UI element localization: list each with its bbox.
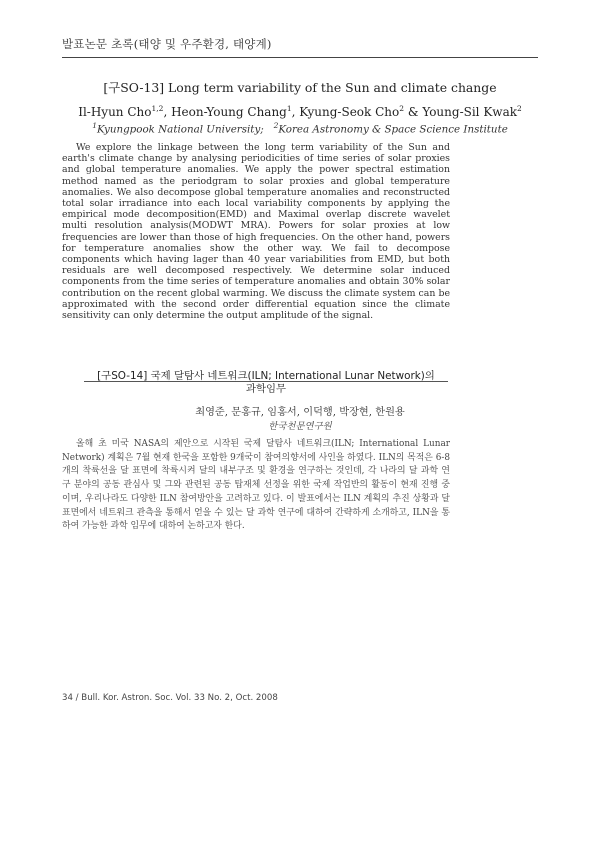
paper2-abstract: 올해 초 미국 NASA의 제안으로 시작된 국제 달탐사 네트워크(ILN; International Lunar Network) 계획은 7월 현재 한국을 포함한 9개국이 참여의향서에 사인을 하였다. ILN의 목적은 6-8개의 착륙선을 달 표면에 착륙시켜 달의 내부구조 및 환경을 연구하는 것인데, 각 나라의 달 과학 연구 분야의 공동 관심사 및 그와 관련된 공동 탑재체 선정을 위한 국제 작업반의 활동이 현재 진행 중이며, 우리나라도 다양한 ILN 참여방안을 고려하고 있다. 이 발표에서는 ILN 계획의 추진 상황과 달 표면에서 네트워크 관측을 통해서 얻을 수 있는 달 과학 연구에 대하여 간략하게 소개하고, ILN을 통하여 가능한 과학 임무에 대하여 논하고자 한다. [62,439,450,532]
author-separator: & [404,105,423,119]
paper1-abstract: We explore the linkage between the long term variability of the Sun and earth's climate change by analysing periodicities of time series of solar proxies and global temperature anomalies. We apply the power spectral estimation method named as the periodgram to solar proxies and global temperature anomalies. We also decompose global temperature anomalies and reconstructed total solar irradiance into each local variability components by applying the empirical mode decomposition(EMD) and Maximal overlap discrete wavelet multi resolution analysis(MODWT MRA). Powers for solar proxies at low frequencies are lower than those of high frequencies. On the other hand, powers for temperature anomalies show the other way. We fail to decompose components which having lager than 40 year variabilities from EMD, but both residuals are well decomposed respectively. We determine solar induced components from the time series of temperature anomalies and obtain 30% solar contribution on the recent global warming. We discuss the climate system can be approximated with the second order differential equation since the climate sensitivity can only determine the output amplitude of the signal. [62,142,450,322]
paper1-authors [62,104,538,119]
author-name: Heon-Young Chang [171,105,287,119]
author-affiliation-mark: 1 [286,104,292,113]
author-affiliation-mark: 2 [399,104,405,113]
page-footer: 34 / Bull. Kor. Astron. Soc. Vol. 33 No. 2, Oct. 2008 [62,693,278,703]
running-header: 발표논문 초록(태양 및 우주환경, 태양계) [62,37,272,51]
paper2-title-line2: 과학임무 [245,382,287,395]
paper2-title [84,370,448,395]
affiliation-name: Kyungpook National University; [96,123,264,136]
author-affiliation-mark: 2 [517,104,522,113]
affiliation-name: Korea Astronomy & Space Science Institute [278,123,508,136]
author-name: Il-Hyun Cho [78,105,152,119]
author-affiliation-mark: 1,2 [151,104,164,113]
paper2-affiliation: 한국천문연구원 [268,421,332,432]
header-divider [62,57,538,58]
paper1-affiliations [62,121,538,135]
author-name: Young-Sil Kwak [422,105,517,119]
author-name: Kyung-Seok Cho [299,105,400,119]
author-separator: , [163,105,172,119]
author-separator: , [291,105,300,119]
paper2-title-line1: [구SO-14] 국제 달탐사 네트워크(ILN; International Lunar Network)의 [97,370,435,382]
paper2-authors: 최영준, 문홍규, 임홍서, 이덕행, 박장현, 한원용 [195,407,405,418]
paper1-title: [구SO-13] Long term variability of the Sun and climate change [103,80,497,95]
paper2-title-underline [84,381,448,382]
affiliation-number: 2 [273,121,279,130]
affiliation-number: 1 [92,121,97,130]
